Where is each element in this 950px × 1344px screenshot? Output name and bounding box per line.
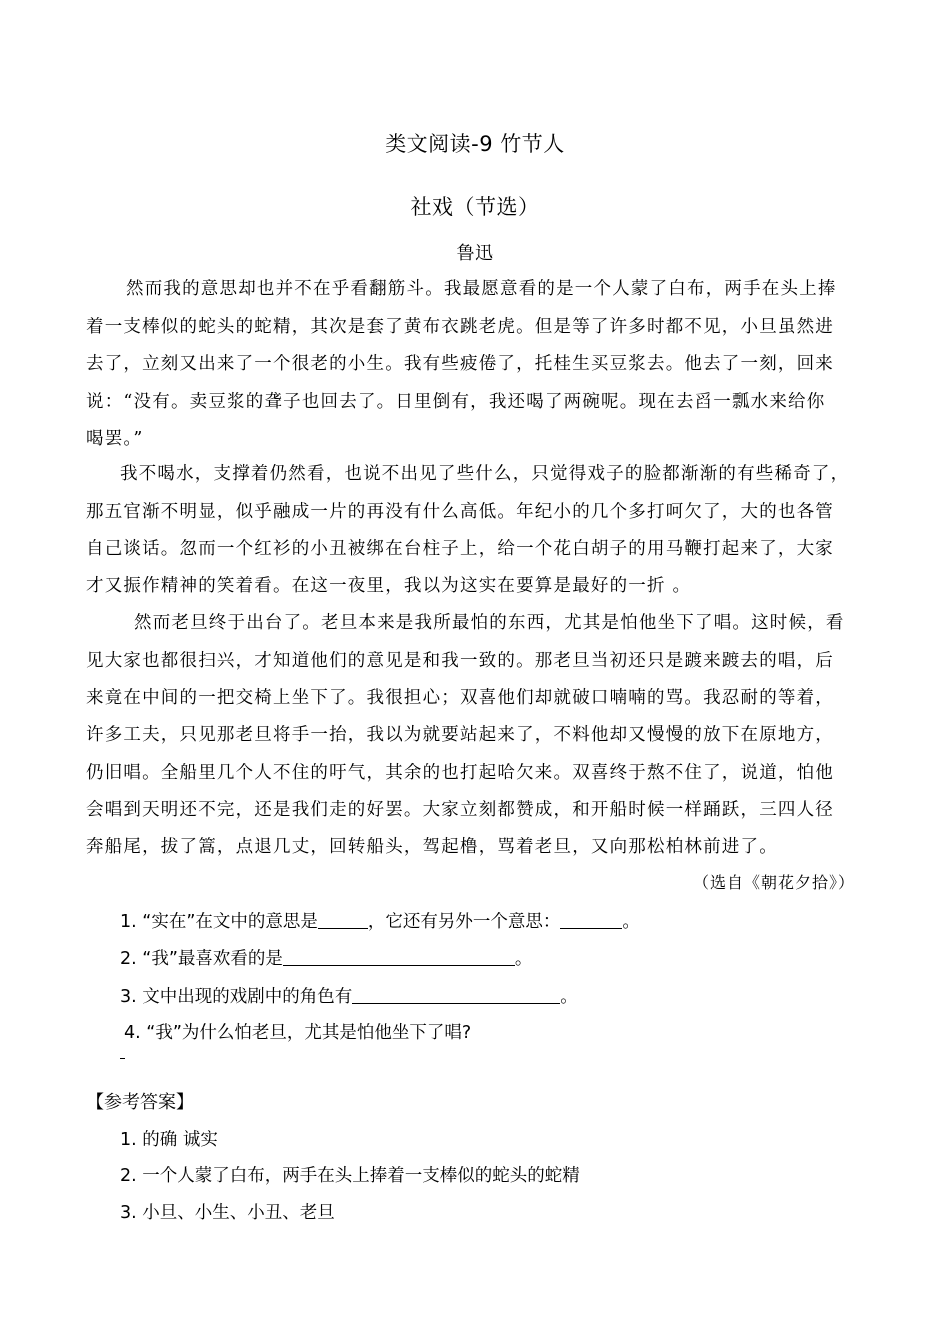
article-line: 会唱到天明还不完，还是我们走的好罢。大家立刻都赞成，和开船时候一样踊跃，三四人径 xyxy=(86,800,834,820)
answer-blank[interactable] xyxy=(352,985,560,1004)
source-citation: （选自《朝花夕拾》） xyxy=(692,873,855,892)
article-line: 喝罢。” xyxy=(86,429,144,449)
answer-blank[interactable] xyxy=(560,910,622,929)
article-line: 然而老旦终于出台了。老旦本来是我所最怕的东西，尤其是怕他坐下了唱。这时候，看 xyxy=(134,613,845,633)
answer-1: 1. 的确 诚实 xyxy=(120,1130,218,1150)
question-3-text: 3. 文中出现的戏剧中的角色有 xyxy=(120,987,353,1007)
article-line: 仍旧唱。全船里几个人不住的吁气，其余的也打起哈欠来。双喜终于熬不住了，说道，怕他 xyxy=(86,763,834,783)
article-line: 那五官渐不明显，似乎融成一片的再没有什么高低。年纪小的几个多打呵欠了，大的也各管 xyxy=(86,502,834,522)
question-2-text: 2. “我”最喜欢看的是 xyxy=(120,949,283,969)
article-line: 说：“没有。卖豆浆的聋子也回去了。日里倒有，我还喝了两碗呢。现在去舀一瓢水来给你 xyxy=(86,392,826,412)
answer-heading: 【参考答案】 xyxy=(86,1092,194,1113)
question-1-text: ，它还有另外一个意思： xyxy=(367,912,561,932)
question-1-text: 1. “实在”在文中的意思是 xyxy=(120,912,318,932)
article-line: 见大家也都很扫兴，才知道他们的意见是和我一致的。那老旦当初还只是踱来踱去的唱，后 xyxy=(86,651,834,671)
article-line: 才又振作精神的笑着看。在这一夜里，我以为这实在要算是最好的一折 。 xyxy=(86,576,692,596)
question-1 xyxy=(120,908,640,933)
main-title: 类文阅读-9 竹节人 xyxy=(385,132,565,156)
article-line: 许多工夫，只见那老旦将手一抬，我以为就要站起来了，不料他却又慢慢的放下在原地方， xyxy=(86,725,834,745)
article-line: 来竟在中间的一把交椅上坐下了。我很担心；双喜他们却就破口喃喃的骂。我忍耐的等着， xyxy=(86,688,834,708)
question-2-text: 。 xyxy=(514,949,533,969)
author-name: 鲁迅 xyxy=(456,243,494,264)
article-line: 着一支棒似的蛇头的蛇精，其次是套了黄布衣跳老虎。但是等了许多时都不见，小旦虽然进 xyxy=(86,317,834,337)
question-2 xyxy=(120,945,532,970)
question-1-text: 。 xyxy=(622,912,640,932)
question-3-text: 。 xyxy=(560,987,578,1007)
question-4: 4. “我”为什么怕老旦，尤其是怕他坐下了唱? xyxy=(124,1023,472,1043)
article-line: 奔船尾，拔了篙，点退几丈，回转船头，驾起橹，骂着老旦，又向那松柏林前进了。 xyxy=(86,837,778,857)
question-3 xyxy=(120,983,578,1008)
answer-3: 3. 小旦、小生、小丑、老旦 xyxy=(120,1203,335,1223)
divider-mark xyxy=(120,1058,125,1059)
answer-blank[interactable] xyxy=(283,947,515,966)
article-line: 我不喝水，支撑着仍然看，也说不出见了些什么，只觉得戏子的脸都渐渐的有些稀奇了， xyxy=(120,464,850,484)
article-title: 社戏（节选） xyxy=(410,195,540,219)
answer-2: 2. 一个人蒙了白布，两手在头上捧着一支棒似的蛇头的蛇精 xyxy=(120,1166,580,1186)
answer-blank[interactable] xyxy=(318,910,368,929)
article-line: 自己谈话。忽而一个红衫的小丑被绑在台柱子上，给一个花白胡子的用马鞭打起来了，大家 xyxy=(86,539,834,559)
article-line: 然而我的意思却也并不在乎看翻筋斗。我最愿意看的是一个人蒙了白布，两手在头上捧 xyxy=(126,279,837,299)
article-line: 去了，立刻又出来了一个很老的小生。我有些疲倦了，托桂生买豆浆去。他去了一刻，回来 xyxy=(86,354,834,374)
